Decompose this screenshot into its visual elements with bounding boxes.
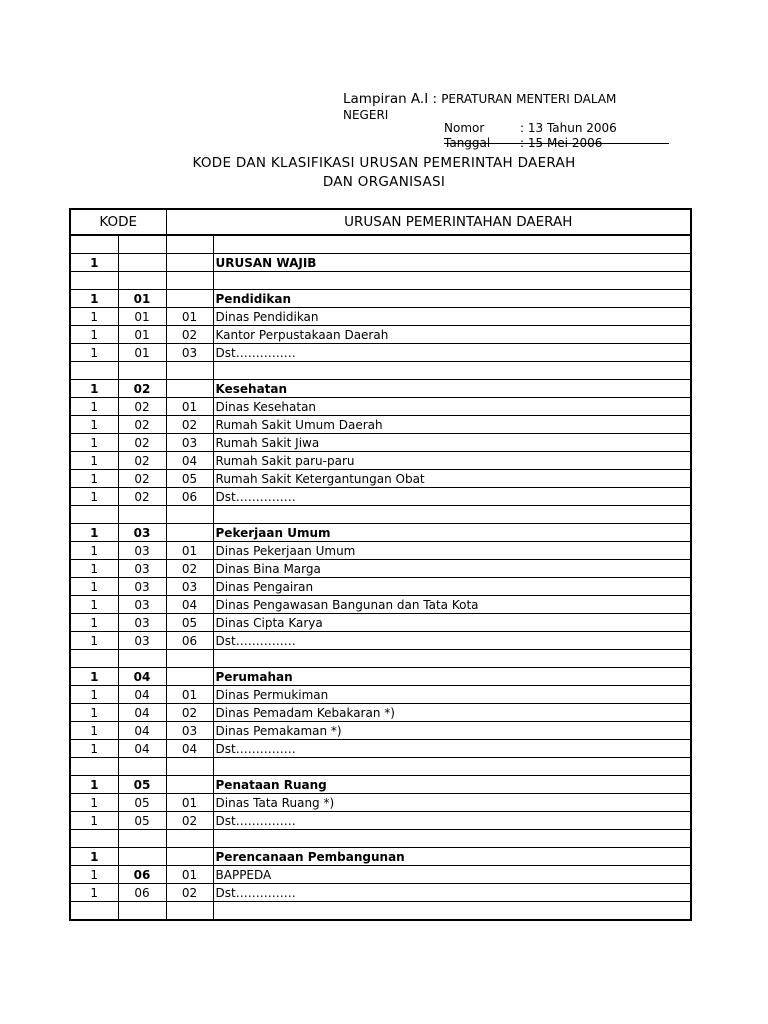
code-level-1-cell: 1 [70, 722, 118, 740]
code-level-1-cell: 1 [70, 254, 118, 272]
urusan-name-cell: Rumah Sakit paru-paru [213, 452, 691, 470]
code-level-2-cell: 03 [118, 578, 166, 596]
table-row [70, 848, 691, 866]
urusan-name-cell: Perumahan [213, 668, 691, 686]
code-level-3-cell [166, 272, 213, 290]
code-level-3-cell: 02 [166, 416, 213, 434]
urusan-name-cell: Dst…………… [213, 344, 691, 362]
lampiran-text: PERATURAN MENTERI DALAM [441, 92, 617, 106]
table-row [70, 902, 691, 921]
code-level-3-cell [166, 290, 213, 308]
code-level-2-cell: 03 [118, 632, 166, 650]
code-level-3-cell [166, 830, 213, 848]
urusan-name-cell: Dinas Pengairan [213, 578, 691, 596]
code-level-1-cell: 1 [70, 470, 118, 488]
urusan-name-cell: Dinas Bina Marga [213, 560, 691, 578]
code-level-3-cell [166, 848, 213, 866]
code-level-1-cell: 1 [70, 344, 118, 362]
table-row [70, 866, 691, 884]
urusan-name-cell: Dst…………… [213, 632, 691, 650]
table-row [70, 830, 691, 848]
code-level-2-cell: 01 [118, 290, 166, 308]
code-level-3-cell: 03 [166, 434, 213, 452]
header-urusan: URUSAN PEMERINTAHAN DAERAH [166, 209, 691, 235]
table-row [70, 506, 691, 524]
code-level-2-cell [118, 758, 166, 776]
code-level-1-cell [70, 758, 118, 776]
code-level-3-cell: 05 [166, 614, 213, 632]
code-level-3-cell: 06 [166, 488, 213, 506]
table-row [70, 290, 691, 308]
table-row [70, 578, 691, 596]
code-level-3-cell [166, 758, 213, 776]
table-row [70, 470, 691, 488]
table-row [70, 614, 691, 632]
document-header [343, 91, 673, 122]
lampiran-label: Lampiran A.I : [343, 91, 438, 107]
table-row [70, 758, 691, 776]
nomor-line [444, 121, 617, 135]
urusan-name-cell: Dinas Pengawasan Bangunan dan Tata Kota [213, 596, 691, 614]
code-level-1-cell: 1 [70, 560, 118, 578]
code-level-3-cell: 01 [166, 308, 213, 326]
code-level-2-cell [118, 362, 166, 380]
code-level-3-cell: 01 [166, 866, 213, 884]
table-row [70, 380, 691, 398]
urusan-name-cell: Dinas Tata Ruang *) [213, 794, 691, 812]
urusan-name-cell: Pekerjaan Umum [213, 524, 691, 542]
code-level-1-cell: 1 [70, 794, 118, 812]
code-level-1-cell: 1 [70, 578, 118, 596]
code-level-2-cell: 03 [118, 614, 166, 632]
table-row [70, 326, 691, 344]
urusan-name-cell [213, 362, 691, 380]
code-level-2-cell: 04 [118, 704, 166, 722]
code-level-2-cell [118, 830, 166, 848]
urusan-name-cell [213, 506, 691, 524]
table-row [70, 542, 691, 560]
table-row [70, 884, 691, 902]
code-level-1-cell: 1 [70, 452, 118, 470]
code-level-1-cell: 1 [70, 614, 118, 632]
code-level-1-cell: 1 [70, 308, 118, 326]
code-level-2-cell: 04 [118, 722, 166, 740]
table-row [70, 776, 691, 794]
table-row [70, 740, 691, 758]
code-level-1-cell: 1 [70, 776, 118, 794]
code-level-2-cell: 01 [118, 344, 166, 362]
code-level-1-cell [70, 650, 118, 668]
nomor-value: : 13 Tahun 2006 [520, 121, 617, 135]
code-level-2-cell: 05 [118, 776, 166, 794]
code-level-3-cell: 02 [166, 812, 213, 830]
code-level-3-cell [166, 668, 213, 686]
table-row [70, 686, 691, 704]
table-row [70, 254, 691, 272]
table-row [70, 596, 691, 614]
table-row [70, 235, 691, 254]
code-level-1-cell: 1 [70, 632, 118, 650]
code-level-1-cell: 1 [70, 596, 118, 614]
code-level-2-cell [118, 848, 166, 866]
urusan-name-cell: Dinas Pemakaman *) [213, 722, 691, 740]
code-level-3-cell: 02 [166, 704, 213, 722]
table-row [70, 560, 691, 578]
code-level-3-cell [166, 254, 213, 272]
urusan-name-cell [213, 830, 691, 848]
lampiran-line [343, 91, 673, 108]
code-level-1-cell: 1 [70, 668, 118, 686]
table-row [70, 650, 691, 668]
code-level-1-cell: 1 [70, 848, 118, 866]
code-level-2-cell: 04 [118, 686, 166, 704]
urusan-name-cell: Pendidikan [213, 290, 691, 308]
tanggal-label: Tanggal [444, 136, 491, 150]
urusan-name-cell: Kantor Perpustakaan Daerah [213, 326, 691, 344]
code-level-2-cell: 05 [118, 812, 166, 830]
urusan-name-cell: Dst…………… [213, 884, 691, 902]
code-level-2-cell: 03 [118, 524, 166, 542]
code-level-3-cell: 03 [166, 578, 213, 596]
table-row [70, 722, 691, 740]
code-level-1-cell: 1 [70, 488, 118, 506]
code-level-3-cell: 04 [166, 740, 213, 758]
code-level-2-cell [118, 902, 166, 921]
code-level-2-cell [118, 650, 166, 668]
code-level-2-cell: 02 [118, 488, 166, 506]
code-level-2-cell [118, 254, 166, 272]
code-level-2-cell: 03 [118, 596, 166, 614]
table-header-row [70, 209, 691, 235]
code-level-2-cell: 06 [118, 866, 166, 884]
code-level-2-cell: 04 [118, 668, 166, 686]
code-level-2-cell: 03 [118, 542, 166, 560]
table-row [70, 452, 691, 470]
code-level-2-cell: 02 [118, 380, 166, 398]
table-row [70, 524, 691, 542]
code-level-1-cell: 1 [70, 686, 118, 704]
urusan-name-cell: Rumah Sakit Ketergantungan Obat [213, 470, 691, 488]
code-level-3-cell: 01 [166, 794, 213, 812]
urusan-name-cell [213, 235, 691, 254]
code-level-2-cell: 05 [118, 794, 166, 812]
table-row [70, 794, 691, 812]
urusan-name-cell: Dst…………… [213, 740, 691, 758]
urusan-name-cell [213, 902, 691, 921]
table-row [70, 488, 691, 506]
table-row [70, 704, 691, 722]
header-kode: KODE [70, 209, 166, 235]
code-level-3-cell [166, 506, 213, 524]
urusan-name-cell: Rumah Sakit Umum Daerah [213, 416, 691, 434]
code-level-2-cell: 02 [118, 470, 166, 488]
code-level-1-cell: 1 [70, 416, 118, 434]
code-level-3-cell: 01 [166, 542, 213, 560]
urusan-name-cell [213, 272, 691, 290]
urusan-name-cell: Dst…………… [213, 812, 691, 830]
code-level-2-cell [118, 235, 166, 254]
code-level-1-cell: 1 [70, 740, 118, 758]
code-level-1-cell: 1 [70, 398, 118, 416]
code-level-1-cell: 1 [70, 884, 118, 902]
code-level-1-cell: 1 [70, 704, 118, 722]
code-level-2-cell: 01 [118, 326, 166, 344]
table-row [70, 632, 691, 650]
code-level-3-cell [166, 902, 213, 921]
urusan-name-cell: URUSAN WAJIB [213, 254, 691, 272]
code-level-3-cell: 01 [166, 686, 213, 704]
urusan-name-cell: Kesehatan [213, 380, 691, 398]
code-level-1-cell: 1 [70, 380, 118, 398]
urusan-name-cell: Dinas Pendidikan [213, 308, 691, 326]
code-level-1-cell [70, 830, 118, 848]
code-level-3-cell [166, 776, 213, 794]
code-level-1-cell: 1 [70, 866, 118, 884]
code-level-3-cell [166, 235, 213, 254]
table-row [70, 362, 691, 380]
urusan-name-cell: Dinas Permukiman [213, 686, 691, 704]
code-level-1-cell: 1 [70, 326, 118, 344]
urusan-name-cell: Dst…………… [213, 488, 691, 506]
table-body [70, 235, 691, 920]
urusan-name-cell: Dinas Pemadam Kebakaran *) [213, 704, 691, 722]
tanggal-line [444, 136, 602, 150]
code-level-3-cell: 04 [166, 452, 213, 470]
table-row [70, 668, 691, 686]
nomor-label: Nomor [444, 121, 485, 135]
code-level-2-cell: 02 [118, 434, 166, 452]
urusan-name-cell: Dinas Pekerjaan Umum [213, 542, 691, 560]
code-level-1-cell [70, 362, 118, 380]
table-row [70, 308, 691, 326]
lampiran-text-continued: NEGERI [343, 108, 389, 122]
code-level-3-cell: 02 [166, 560, 213, 578]
code-level-1-cell: 1 [70, 290, 118, 308]
code-level-3-cell: 02 [166, 884, 213, 902]
table-row [70, 344, 691, 362]
code-level-1-cell [70, 902, 118, 921]
table-row [70, 434, 691, 452]
urusan-name-cell: Perencanaan Pembangunan [213, 848, 691, 866]
classification-table [69, 208, 692, 921]
document-title-line-1: KODE DAN KLASIFIKASI URUSAN PEMERINTAH DAERAH [192, 155, 576, 171]
code-level-3-cell: 01 [166, 398, 213, 416]
document-title-line-2: DAN ORGANISASI [322, 174, 446, 190]
code-level-3-cell [166, 380, 213, 398]
code-level-1-cell [70, 272, 118, 290]
tanggal-value: : 15 Mei 2006 [520, 136, 603, 150]
urusan-name-cell: BAPPEDA [213, 866, 691, 884]
table-row [70, 398, 691, 416]
urusan-name-cell: Dinas Kesehatan [213, 398, 691, 416]
code-level-1-cell: 1 [70, 812, 118, 830]
code-level-3-cell: 03 [166, 722, 213, 740]
code-level-3-cell [166, 362, 213, 380]
code-level-3-cell: 05 [166, 470, 213, 488]
code-level-3-cell: 03 [166, 344, 213, 362]
code-level-2-cell [118, 272, 166, 290]
urusan-name-cell [213, 650, 691, 668]
code-level-3-cell: 06 [166, 632, 213, 650]
code-level-2-cell: 04 [118, 740, 166, 758]
code-level-2-cell: 03 [118, 560, 166, 578]
code-level-2-cell: 01 [118, 308, 166, 326]
code-level-2-cell [118, 506, 166, 524]
code-level-2-cell: 02 [118, 398, 166, 416]
code-level-1-cell: 1 [70, 434, 118, 452]
code-level-1-cell [70, 235, 118, 254]
urusan-name-cell: Dinas Cipta Karya [213, 614, 691, 632]
code-level-3-cell [166, 524, 213, 542]
code-level-1-cell [70, 506, 118, 524]
table-row [70, 272, 691, 290]
urusan-name-cell [213, 758, 691, 776]
code-level-2-cell: 02 [118, 452, 166, 470]
table-row [70, 416, 691, 434]
code-level-1-cell: 1 [70, 542, 118, 560]
code-level-2-cell: 06 [118, 884, 166, 902]
table-row [70, 812, 691, 830]
code-level-3-cell [166, 650, 213, 668]
code-level-2-cell: 02 [118, 416, 166, 434]
urusan-name-cell: Rumah Sakit Jiwa [213, 434, 691, 452]
urusan-name-cell: Penataan Ruang [213, 776, 691, 794]
code-level-1-cell: 1 [70, 524, 118, 542]
code-level-3-cell: 02 [166, 326, 213, 344]
code-level-3-cell: 04 [166, 596, 213, 614]
